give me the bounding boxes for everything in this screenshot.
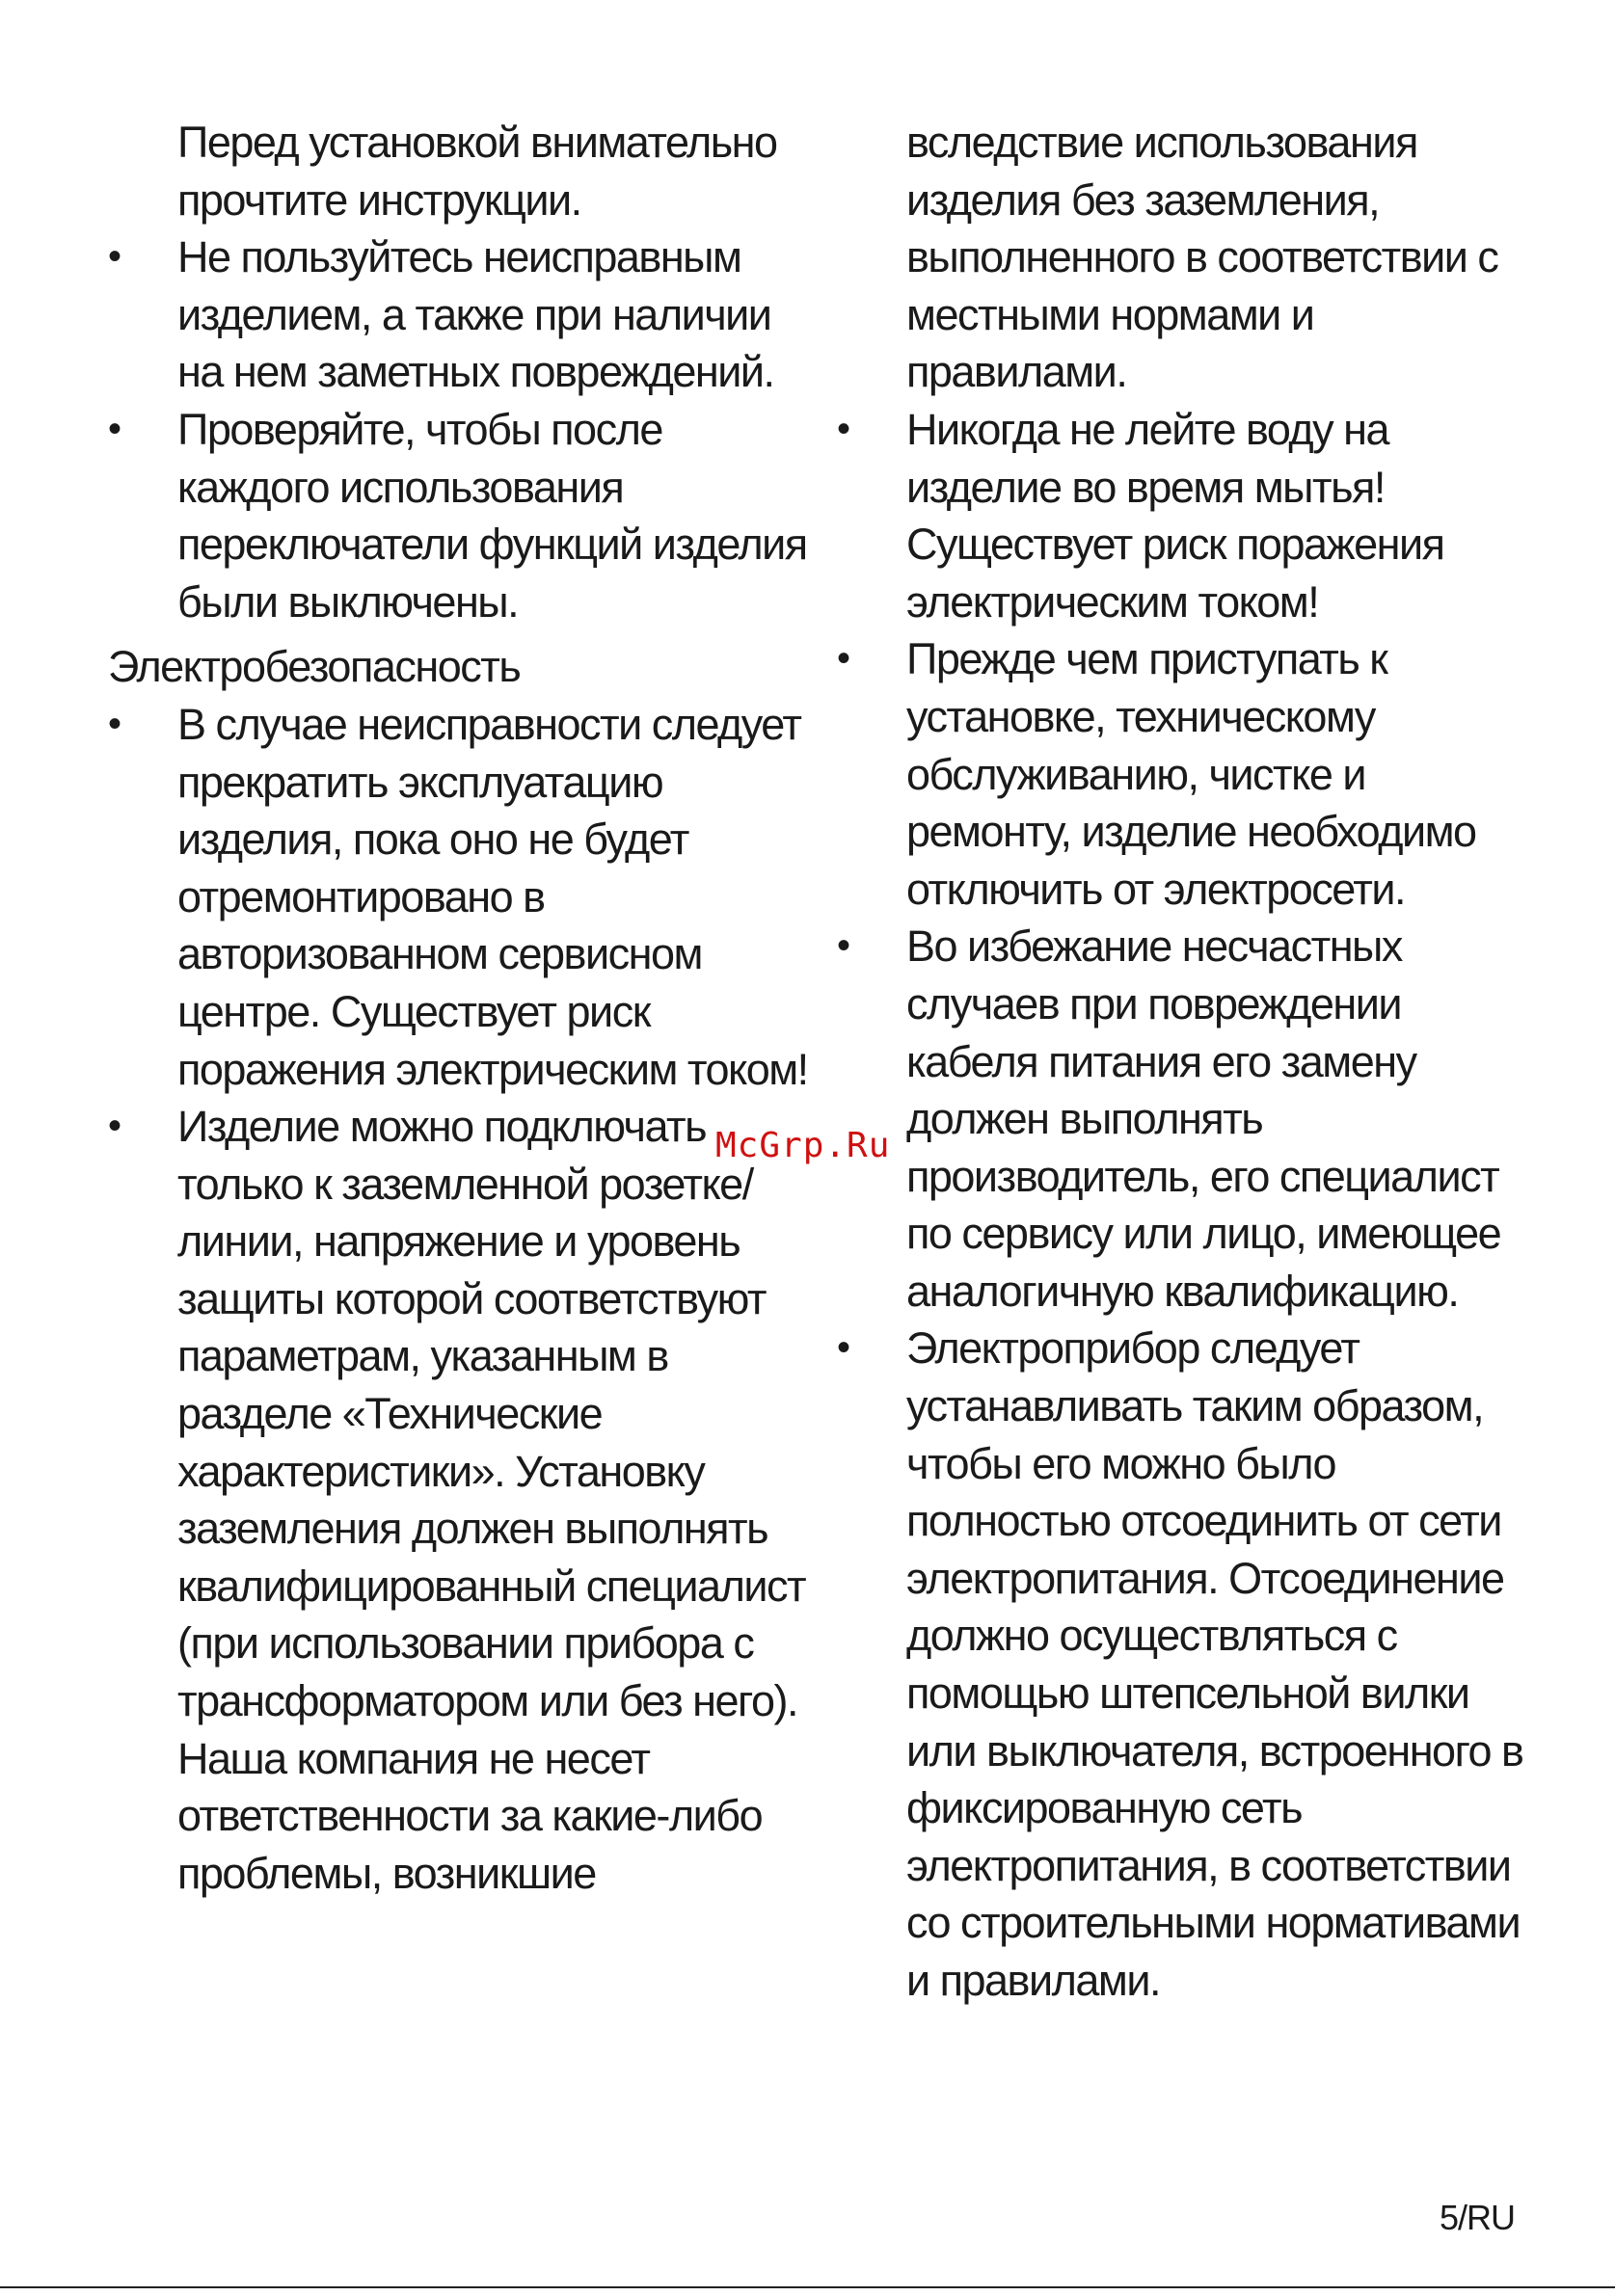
bullet-icon: • <box>837 924 849 968</box>
left-column <box>108 114 817 1902</box>
list-item <box>108 401 817 630</box>
list-item <box>108 696 817 1098</box>
list-item <box>108 1098 817 1902</box>
bullet-icon: • <box>837 407 849 450</box>
list-item <box>108 228 817 401</box>
page-number: 5/RU <box>1439 2198 1515 2237</box>
bullet-icon: • <box>837 1326 849 1370</box>
list-item <box>837 918 1531 1320</box>
bottom-rule <box>0 2286 1615 2288</box>
list-item <box>837 1320 1531 2009</box>
list-item-text: Электроприбор следует устанавливать таким образом, чтобы его можно было полностью отсоединить от сети электропитания. Отсоединение должно осуществляться с помощью штепсельной вилки или выключателя, встроенного в фиксированную сеть электропитания, в соответствии со строительными нормативами и правилами. <box>906 1323 1523 2005</box>
intro-paragraph: Перед установкой внимательно прочтите инструкции. <box>177 118 777 225</box>
list-item-text: Не пользуйтесь неисправным изделием, а также при наличии на нем заметных повреждений. <box>177 232 774 397</box>
list-item <box>837 630 1531 918</box>
bullet-icon: • <box>108 407 121 450</box>
bullet-icon: • <box>108 1105 121 1148</box>
list-item-text: Никогда не лейте воду на изделие во время мытья! Существует риск поражения электрическим током! <box>906 404 1444 627</box>
continuation-paragraph: вследствие использования изделия без заземления, выполненного в соответствии с местными нормами и правилами. <box>906 118 1498 397</box>
list-item-text: Во избежание несчастных случаев при повреждении кабеля питания его замену должен выполнять производитель, его специалист по сервису или лицо, имеющее аналогичную квалификацию. <box>906 921 1501 1316</box>
list-item-text: Проверяйте, чтобы после каждого использования переключатели функций изделия были выключены. <box>177 404 807 627</box>
section-heading: Электробезопасность <box>108 642 521 692</box>
bullet-icon: • <box>108 235 121 279</box>
watermark: McGrp.Ru <box>715 1126 891 1165</box>
list-item <box>837 401 1531 630</box>
right-column <box>837 114 1531 2010</box>
bullet-icon: • <box>108 702 121 745</box>
list-item-text: В случае неисправности следует прекратить эксплуатацию изделия, пока оно не будет отремонтировано в авторизованном сервисном центре. Существует риск поражения электрическим током! <box>177 699 808 1094</box>
list-item-text: Изделие можно подключать только к заземленной розетке/линии, напряжение и уровень защиты которой соответствуют параметрам, указанным в разделе «Технические характеристики». Установку заземления должен выполнять квалифицированный специалист (при использовании прибора с трансформатором или без него). Наша компания не несет ответственности за какие-либо проблемы, возникшие <box>177 1102 806 1898</box>
list-item-text: Прежде чем приступать к установке, техническому обслуживанию, чистке и ремонту, изделие необходимо отключить от электросети. <box>906 634 1476 914</box>
bullet-icon: • <box>837 637 849 681</box>
